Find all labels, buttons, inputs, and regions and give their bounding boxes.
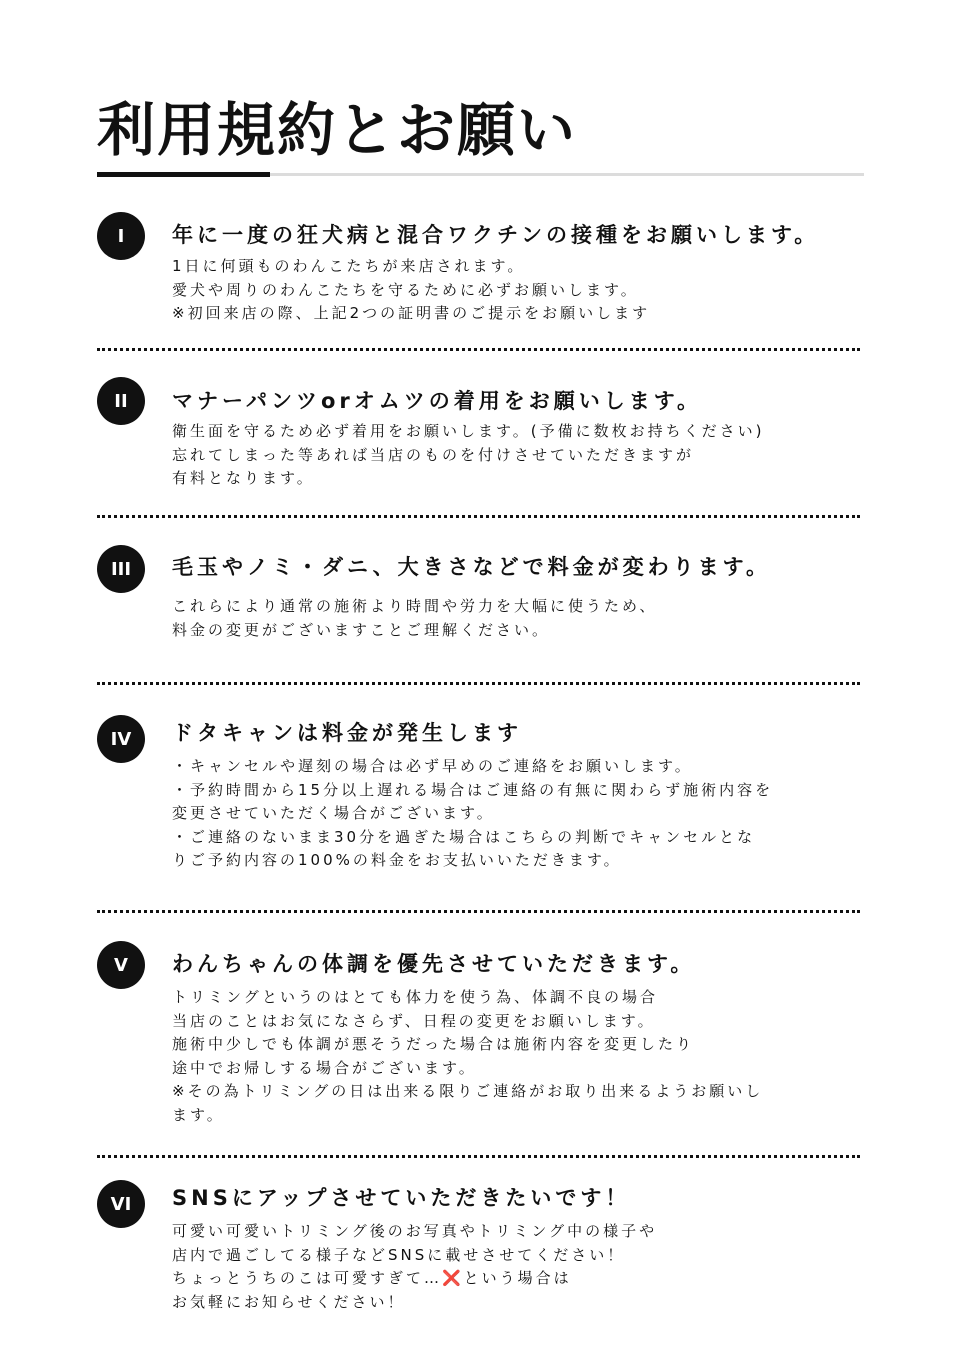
page-title: 利用規約とお願い bbox=[97, 96, 578, 164]
dotted-divider bbox=[97, 682, 860, 685]
section-number-badge: IV bbox=[97, 715, 145, 763]
section-number-badge: VI bbox=[97, 1180, 145, 1228]
body-line: ※その為トリミングの日は出来る限りご連絡がお取り出来るようお願いし bbox=[172, 1082, 764, 1100]
section-body bbox=[172, 420, 765, 491]
section-heading: ドタキャンは料金が発生します bbox=[172, 721, 522, 745]
section-heading: SNSにアップさせていただきたいです！ bbox=[172, 1186, 631, 1210]
dotted-divider bbox=[97, 1155, 860, 1158]
body-line: 忘れてしまった等あれば当店のものを付けさせていただきますが bbox=[172, 445, 695, 464]
body-line: ちょっとうちのこは可愛すぎて…❌という場合は bbox=[172, 1269, 572, 1287]
dotted-divider bbox=[97, 515, 860, 518]
body-line: 料金の変更がございますことご理解ください。 bbox=[172, 620, 551, 639]
section-number-badge: III bbox=[97, 545, 145, 593]
body-line: 変更させていただく場合がございます。 bbox=[172, 804, 495, 822]
section-body bbox=[172, 595, 657, 642]
body-line: トリミングというのはとても体力を使う為、体調不良の場合 bbox=[172, 988, 659, 1006]
body-line: 1日に何頭ものわんこたちが来店されます。 bbox=[172, 257, 526, 275]
body-line: ・予約時間から15分以上遅れる場合はご連絡の有無に関わらず施術内容を bbox=[172, 780, 774, 799]
section-number-badge: II bbox=[97, 377, 145, 425]
body-line: ・キャンセルや遅刻の場合は必ず早めのご連絡をお願いします。 bbox=[172, 757, 693, 775]
section-body bbox=[172, 1220, 657, 1314]
section-body bbox=[172, 255, 650, 326]
body-line: 当店のことはお気になさらず、日程の変更をお願いします。 bbox=[172, 1011, 656, 1030]
body-line: 店内で過ごしてる様子などSNSに載せさせてください！ bbox=[172, 1245, 626, 1264]
body-line: お気軽にお知らせください！ bbox=[172, 1292, 406, 1311]
dotted-divider bbox=[97, 348, 860, 351]
body-line: 衛生面を守るため必ず着用をお願いします。(予備に数枚お持ちください) bbox=[172, 422, 765, 440]
body-line: ※初回来店の際、上記2つの証明書のご提示をお願いします bbox=[172, 304, 651, 322]
body-line: ・ご連絡のないまま30分を過ぎた場合はこちらの判断でキャンセルとな bbox=[172, 827, 756, 846]
section-heading: わんちゃんの体調を優先させていただきます。 bbox=[172, 952, 696, 976]
section-heading: マナーパンツorオムツの着用をお願いします。 bbox=[172, 389, 703, 413]
section-number-badge: I bbox=[97, 212, 145, 260]
body-line: ます。 bbox=[172, 1105, 225, 1124]
title-underline-accent bbox=[97, 172, 270, 177]
body-line: 愛犬や周りのわんこたちを守るために必ずお願いします。 bbox=[172, 280, 639, 299]
section-heading: 毛玉やノミ・ダニ、大きさなどで料金が変わります。 bbox=[172, 555, 771, 579]
section-heading: 年に一度の狂犬病と混合ワクチンの接種をお願いします。 bbox=[172, 223, 820, 247]
dotted-divider bbox=[97, 910, 860, 913]
body-line: 途中でお帰しする場合がございます。 bbox=[172, 1058, 477, 1077]
body-line: 有料となります。 bbox=[172, 469, 315, 487]
body-line: これらにより通常の施術より時間や労力を大幅に使うため、 bbox=[172, 597, 658, 615]
section-body bbox=[172, 755, 773, 873]
section-number-badge: V bbox=[97, 941, 145, 989]
body-line: りご予約内容の100%の料金をお支払いいただきます。 bbox=[172, 851, 622, 869]
body-line: 可愛い可愛いトリミング後のお写真やトリミング中の様子や bbox=[172, 1222, 658, 1240]
section-body bbox=[172, 986, 763, 1127]
body-line: 施術中少しでも体調が悪そうだった場合は施術内容を変更したり bbox=[172, 1035, 695, 1053]
